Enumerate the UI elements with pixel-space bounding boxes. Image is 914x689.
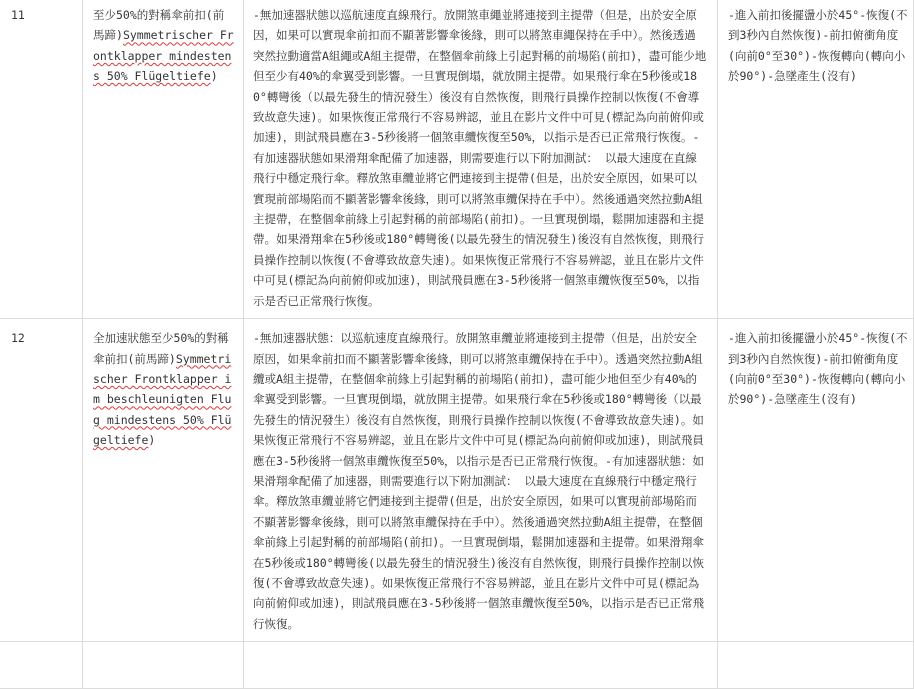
test-name-de: Symmetrischer Frontklapper im beschleunigten Flug mindestens 50% Flügeltiefe: [93, 351, 232, 448]
empty-cell: [718, 642, 914, 689]
test-name: [83, 0, 244, 319]
test-name-close: ): [210, 69, 218, 84]
test-number: 11: [0, 0, 83, 319]
empty-cell: [244, 642, 718, 689]
test-name-de: Symmetrischer Frontklapper mindestens 50% Flügeltiefe: [93, 28, 234, 84]
test-name-zh: 至少50%的對稱傘前扣(前馬蹄): [93, 8, 225, 43]
table-row: [0, 642, 914, 689]
empty-cell: [0, 642, 83, 689]
test-description: -無加速器狀態：以巡航速度直線飛行。放開煞車纜並將連接到主提帶（但是，出於安全原因，如果傘前扣而不顯著影響傘後緣，則可以將煞車纜保持在手中）。透過突然拉動A組纜或A組主提帶，在整個傘前緣上引起對稱的前場陷(前扣)，盡可能少地但至少有40%的傘翼受到影響。一旦實現倒塌，就放開主提帶。如果飛行傘在5秒後或180°轉彎後（以最先發生的情況發生）後沒有自然恢復，則飛行員操作控制以恢復(不會導致故意失速)。如果恢復正常飛行不容易辨認，並且在影片文件中可見(標記為向前俯仰或加速)，則試飛員應在3-5秒後將一個煞車纜恢復至50%，以指示是否已正常飛行恢復。-有加速器狀態：如果滑翔傘配備了加速器，則需要進行以下附加測試： 以最大速度在直線飛行中穩定飛行傘。釋放煞車纜並將它們連接到主提帶(但是，出於安全原因，如果可以實現前部場陷而不顯著影響傘後緣，則可以將煞車纜保持在手中）。然後通過突然拉動A組主提帶，在整個傘前緣上引起對稱的前部場陷(前扣)。一旦實現倒塌，鬆開加速器和主提帶。如果滑翔傘在5秒後或180°轉彎後(以最先發生的情況發生)後沒有自然恢復，則飛行員操作控制以恢復(不會導致故意失速)。如果恢復正常飛行不容易辨認，並且在影片文件中可見(標記為向前俯仰或加速)，則試飛員應在3-5秒後將一個煞車纜恢復至50%，以指示是否已正常飛行恢復。: [244, 319, 718, 642]
test-criteria: -進入前扣後擺盪小於45°-恢復(不到3秒內自然恢復)-前扣俯衝角度(向前0°至30°)-恢復轉向(轉向小於90°)-急墜產生(沒有): [718, 319, 914, 642]
table-row: [0, 0, 914, 319]
test-description: -無加速器狀態以巡航速度直線飛行。放開煞車繩並將連接到主提帶（但是，出於安全原因，如果可以實現傘前扣而不顯著影響傘後緣，則可以將煞車繩保持在手中）。然後透過突然拉動適當A組繩或A組主提帶，在整個傘前緣上引起對稱的前場陷(前扣)，盡可能少地但至少有40%的傘翼受到影響。一旦實現倒塌，就放開主提帶。如果飛行傘在5秒後或180°轉彎後（以最先發生的情況發生）後沒有自然恢復，則飛行員操作控制以恢復(不會導致故意失速)。如果恢復正常飛行不容易辨認，並且在影片文件中可見(標記為向前俯仰或加速)，則試飛員應在3-5秒後將一個煞車纜恢復至50%，以指示是否已正常飛行恢復。-有加速器狀態如果滑翔傘配備了加速器，則需要進行以下附加測試： 以最大速度在直線飛行中穩定飛行傘。釋放煞車纜並將它們連接到主提帶(但是，出於安全原因，如果可以實現前部場陷而不顯著影響傘後緣，則可以將煞車纜保持在手中）。然後通過突然拉動A組主提帶，在整個傘前緣上引起對稱的前部場陷(前扣)。一旦實現倒塌，鬆開加速器和主提帶。如果滑翔傘在5秒後或180°轉彎後(以最先發生的情況發生)後沒有自然恢復，則飛行員操作控制以恢復(不會導致故意失速)。如果恢復正常飛行不容易辨認，並且在影片文件中可見(標記為向前俯仰或加速)，則試飛員應在3-5秒後將一個煞車纜恢復至50%，以指示是否已正常飛行恢復。: [244, 0, 718, 319]
test-name: [83, 319, 244, 642]
test-name-zh: 全加速狀態至少50%的對稱傘前扣(前馬蹄): [93, 331, 229, 366]
test-number: 12: [0, 319, 83, 642]
table-row: [0, 319, 914, 642]
test-criteria: -進入前扣後擺盪小於45°-恢復(不到3秒內自然恢復)-前扣俯衝角度(向前0°至30°)-恢復轉向(轉向小於90°)-急墜產生(沒有): [718, 0, 914, 319]
empty-cell: [83, 642, 244, 689]
test-name-close: ): [148, 433, 156, 448]
